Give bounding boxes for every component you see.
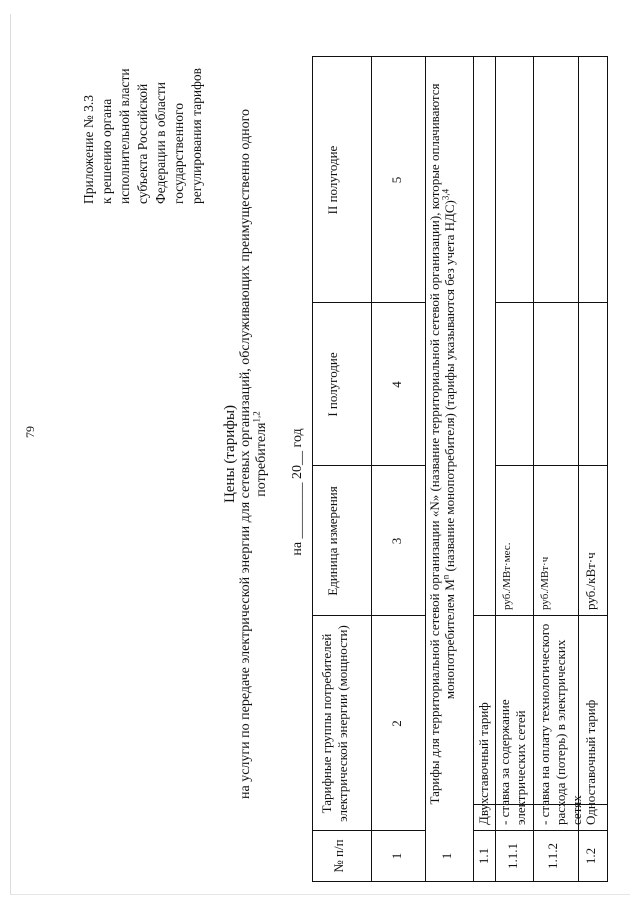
index-cell: 1 xyxy=(389,852,404,860)
date-year-prefix: 20 xyxy=(290,464,305,479)
header-first-half: I полугодие xyxy=(325,352,340,417)
appendix-line: Приложение № 3.3 xyxy=(81,95,96,204)
row-name: Двухставочный тариф xyxy=(476,702,491,825)
tariff-table xyxy=(312,56,608,882)
row-num: 1.1.2 xyxy=(545,843,560,869)
header-groups: Тарифные группы потребителей электрической энергии (мощности) xyxy=(319,625,350,822)
col-border xyxy=(495,302,607,303)
index-cell: 3 xyxy=(389,537,404,545)
appendix-line: исполнительной власти xyxy=(117,68,132,204)
date-blank: ________ xyxy=(290,482,305,539)
row-num: 1.1.1 xyxy=(505,843,520,869)
header-num: № п/п xyxy=(331,839,346,873)
appendix-line: государственного xyxy=(171,103,186,204)
row-name: Одноставочный тариф xyxy=(583,699,598,825)
section-title xyxy=(425,57,473,831)
page-number: 79 xyxy=(23,426,37,438)
row-name: - ставка за содержание электрических сетей xyxy=(497,699,528,825)
date-suffix: год xyxy=(290,428,305,448)
document-title xyxy=(222,36,270,872)
date-year-blank: __ xyxy=(290,450,305,465)
section-num: 1 xyxy=(439,852,454,860)
title-footnote-ref: 1,2 xyxy=(251,411,262,423)
row-num: 1.2 xyxy=(583,847,598,865)
appendix-line: регулирования тарифов xyxy=(189,67,204,204)
section-text: Тарифы для территориальной сетевой организации «N» (название территориальной сетевой организации), которые оплачиваются монопотребителем М xyxy=(427,83,457,805)
title-heading: Цены (тарифы) xyxy=(222,404,238,504)
index-cell: 4 xyxy=(389,381,404,388)
appendix-line: к решению органа xyxy=(99,98,114,204)
section-text-2: (название монопотребителя) (тарифы указываются без учета НДС) xyxy=(442,200,457,575)
appendix-line: субъекта Российской xyxy=(135,83,150,204)
index-cell: 5 xyxy=(389,176,404,184)
header-second-half: II полугодие xyxy=(325,145,340,215)
index-cell: 2 xyxy=(389,720,404,727)
header-unit: Единица измерения xyxy=(325,486,340,596)
row-unit: руб./МВт·мес. xyxy=(501,542,513,610)
date-line xyxy=(290,342,306,642)
title-line-1: на услуги по передаче электрической энергии для сетевых организаций, обслуживающих преимущественно одного xyxy=(238,109,253,799)
rotated-document xyxy=(20,12,620,892)
section-footnote-ref: 3,4 xyxy=(440,188,451,201)
title-line-2 xyxy=(251,36,270,872)
row-unit: руб./кВт·ч xyxy=(583,552,598,610)
row-name: - ставка на оплату технологического расхода (потерь) в электрических сетях xyxy=(537,623,584,825)
row-unit: руб./МВт·ч xyxy=(539,556,551,610)
row-num: 1.1 xyxy=(476,847,491,865)
section-sup-m: n xyxy=(440,574,451,580)
appendix-line: Федерации в области xyxy=(153,81,168,204)
appendix-block xyxy=(80,24,206,204)
title-line-2-text: потребителя xyxy=(254,422,269,497)
date-prefix: на xyxy=(290,541,305,556)
